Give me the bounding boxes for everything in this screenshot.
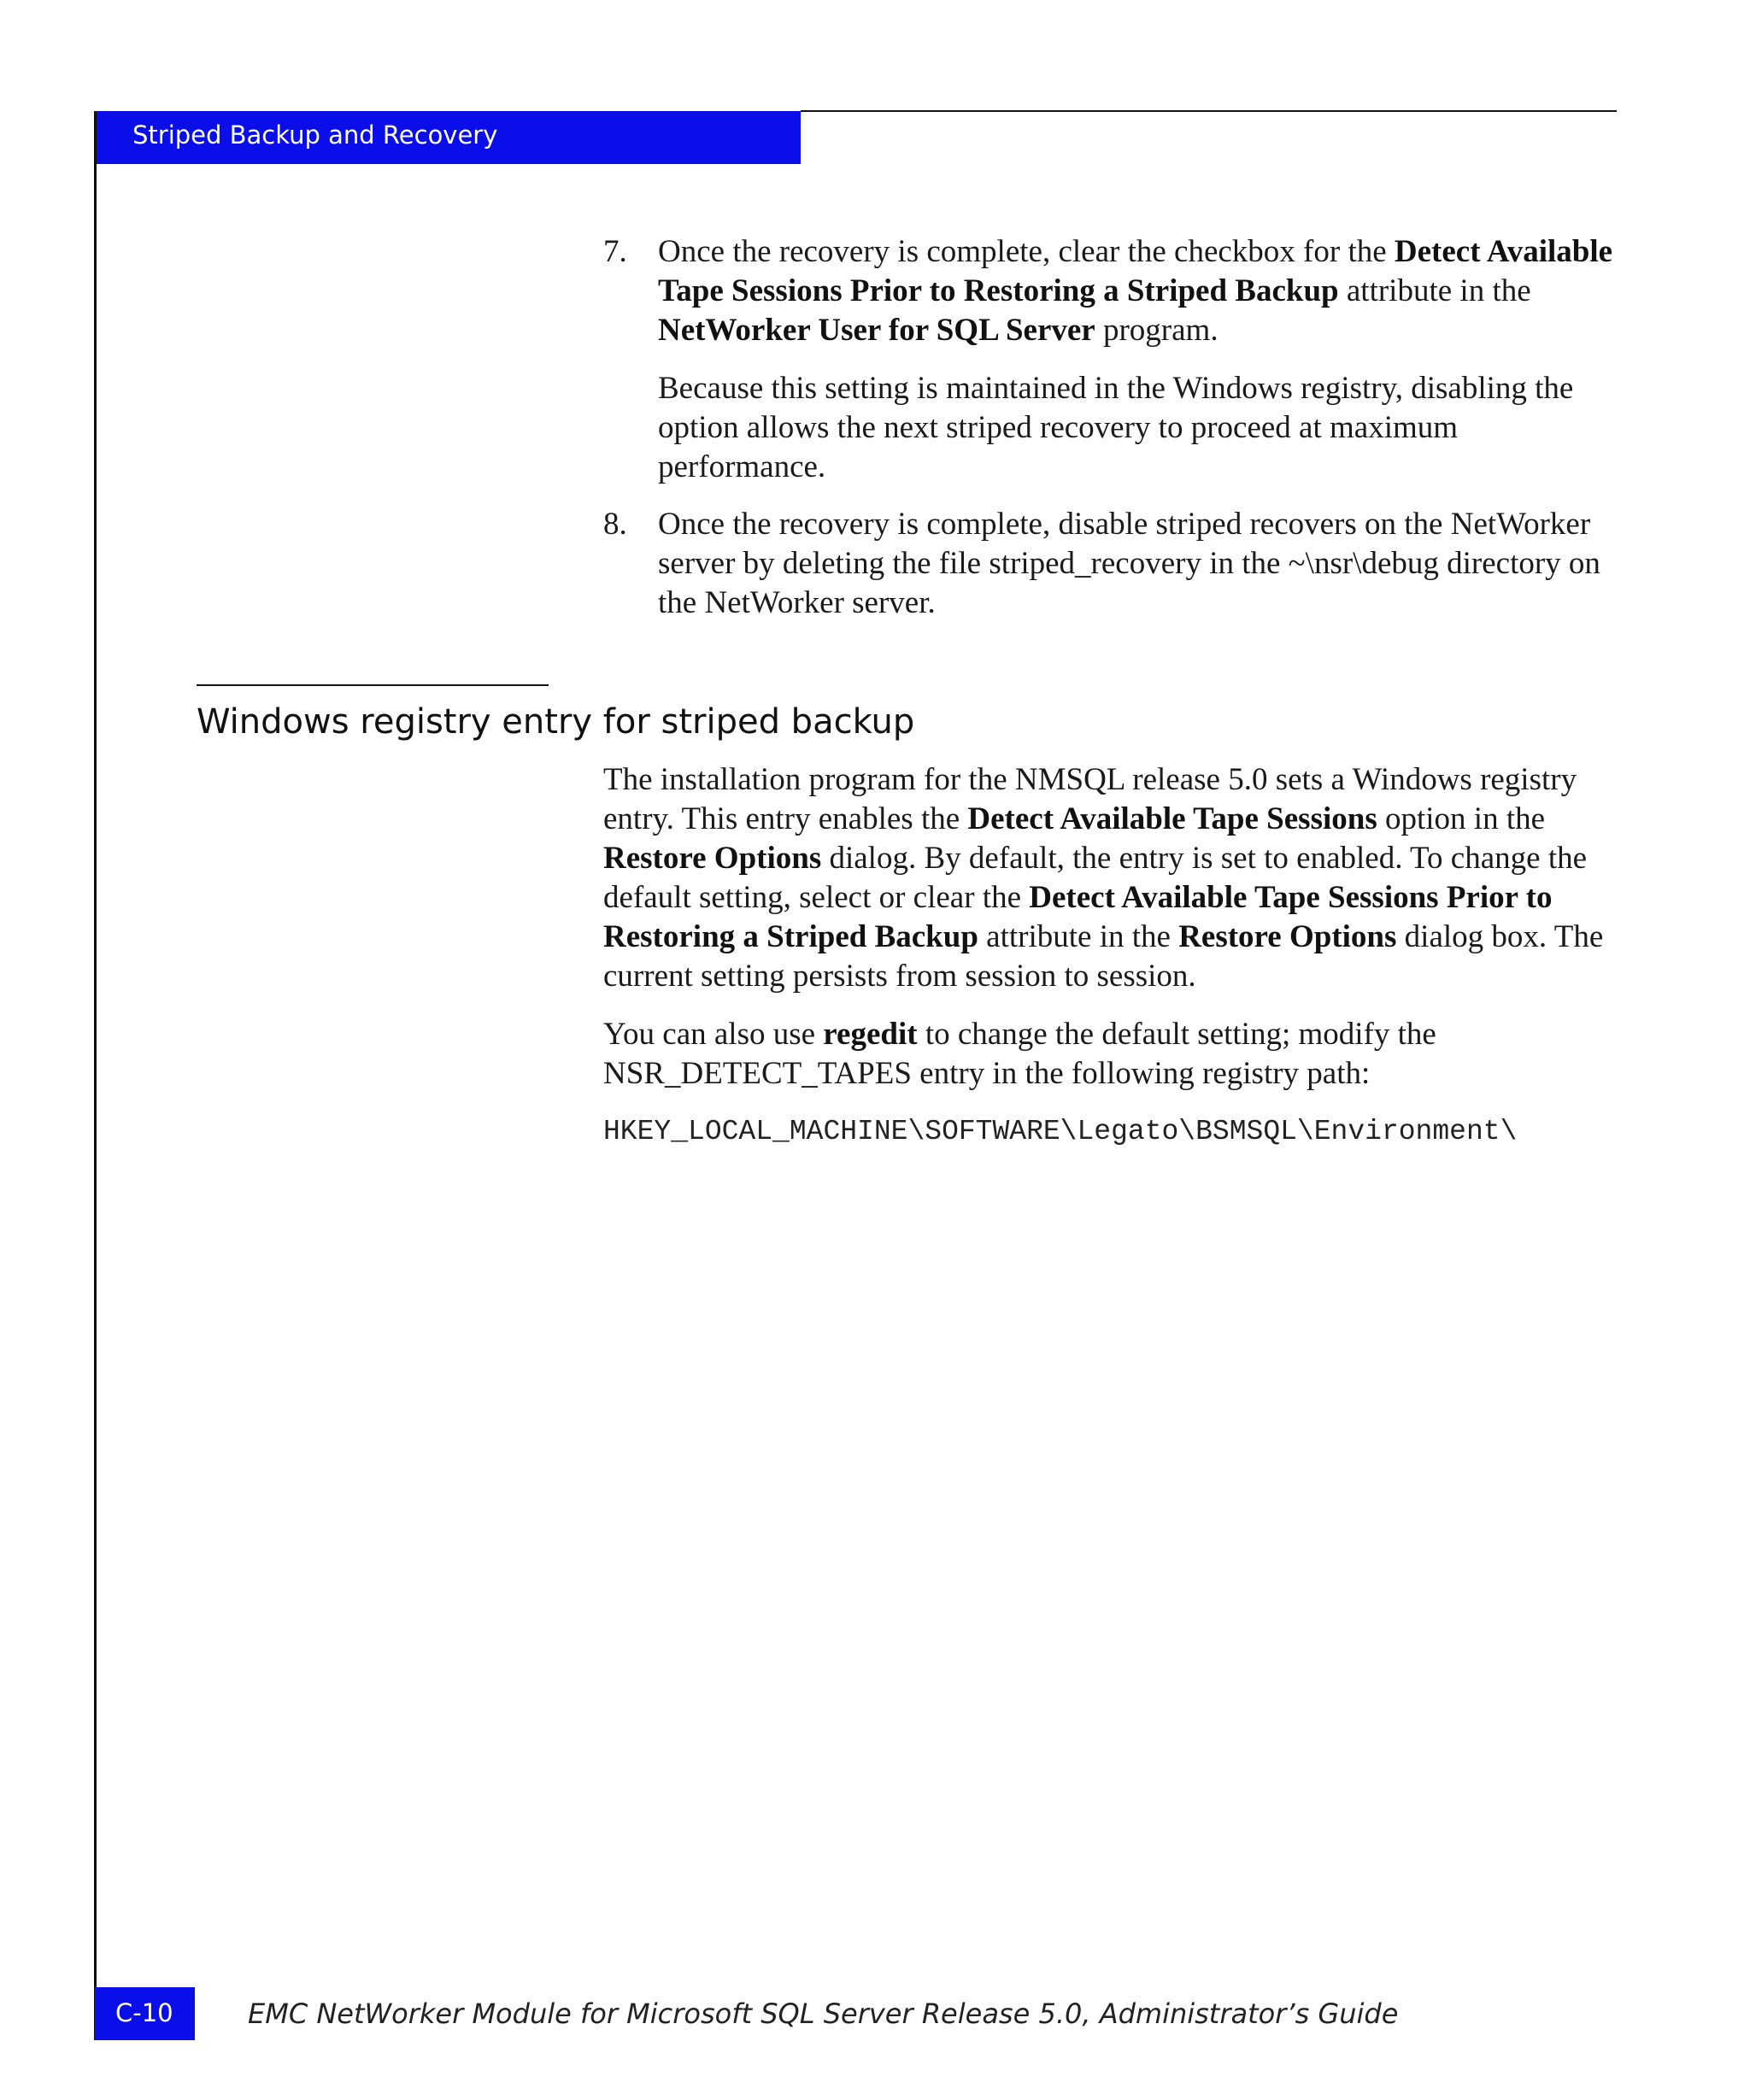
step-paragraph: Once the recovery is complete, disable striped recovers on the NetWorker server by deleting the file striped_recovery in the ~\nsr\debug directory on the NetWorker server. <box>658 507 1600 620</box>
bold-term: Detect Available Tape Sessions <box>967 801 1377 836</box>
registry-path: HKEY_LOCAL_MACHINE\SOFTWARE\Legato\BSMSQL\Environment\ <box>603 1116 1518 1147</box>
section-rule <box>197 684 549 686</box>
chapter-header-bar <box>95 111 801 164</box>
bold-term: Restore Options <box>603 841 822 876</box>
document-title: EMC NetWorker Module for Microsoft SQL Server Release 5.0, Administrator’s Guide <box>248 1997 1399 2030</box>
section-body <box>603 760 1620 1152</box>
section-paragraph: The installation program for the NMSQL release 5.0 sets a Windows registry entry. This entry enables the Detect Available Tape Sessions option in the Restore Options dialog. By default, the entry is set to enabled. To change the default setting, select or clear the Detect Available Tape Sessions Prior to Restoring a Striped Backup attribute in the Restore Options dialog box. The current setting persists from session to session. <box>603 762 1604 994</box>
step-number: 7. <box>603 234 627 269</box>
bold-term: NetWorker User for SQL Server <box>658 313 1095 348</box>
bold-term: Detect Available Tape Sessions Prior to Restoring a Striped Backup <box>603 880 1553 954</box>
page-number: C-10 <box>115 1998 173 2027</box>
step-paragraph: Because this setting is maintained in the Windows registry, disabling the option allows the next striped recovery to proceed at maximum performance. <box>658 371 1574 484</box>
step-content <box>658 232 1632 506</box>
bold-term: Restore Options <box>1178 919 1397 954</box>
left-margin-rule <box>94 111 97 2040</box>
step-paragraph: Once the recovery is complete, clear the checkbox for the Detect Available Tape Sessions Prior to Restoring a Striped Backup attribute in the NetWorker User for SQL Server program. <box>658 234 1613 348</box>
step-content <box>658 505 1632 642</box>
chapter-title: Striped Backup and Recovery <box>132 120 498 150</box>
bold-term: Detect Available Tape Sessions Prior to Restoring a Striped Backup <box>658 234 1613 308</box>
page-number-box <box>95 1987 195 2040</box>
bold-term: regedit <box>823 1017 918 1052</box>
header-rule <box>801 110 1617 112</box>
section-heading: Windows registry entry for striped backup <box>197 702 915 742</box>
section-paragraph: You can also use regedit to change the default setting; modify the NSR_DETECT_TAPES entry in the following registry path: <box>603 1017 1436 1091</box>
step-number: 8. <box>603 507 627 542</box>
